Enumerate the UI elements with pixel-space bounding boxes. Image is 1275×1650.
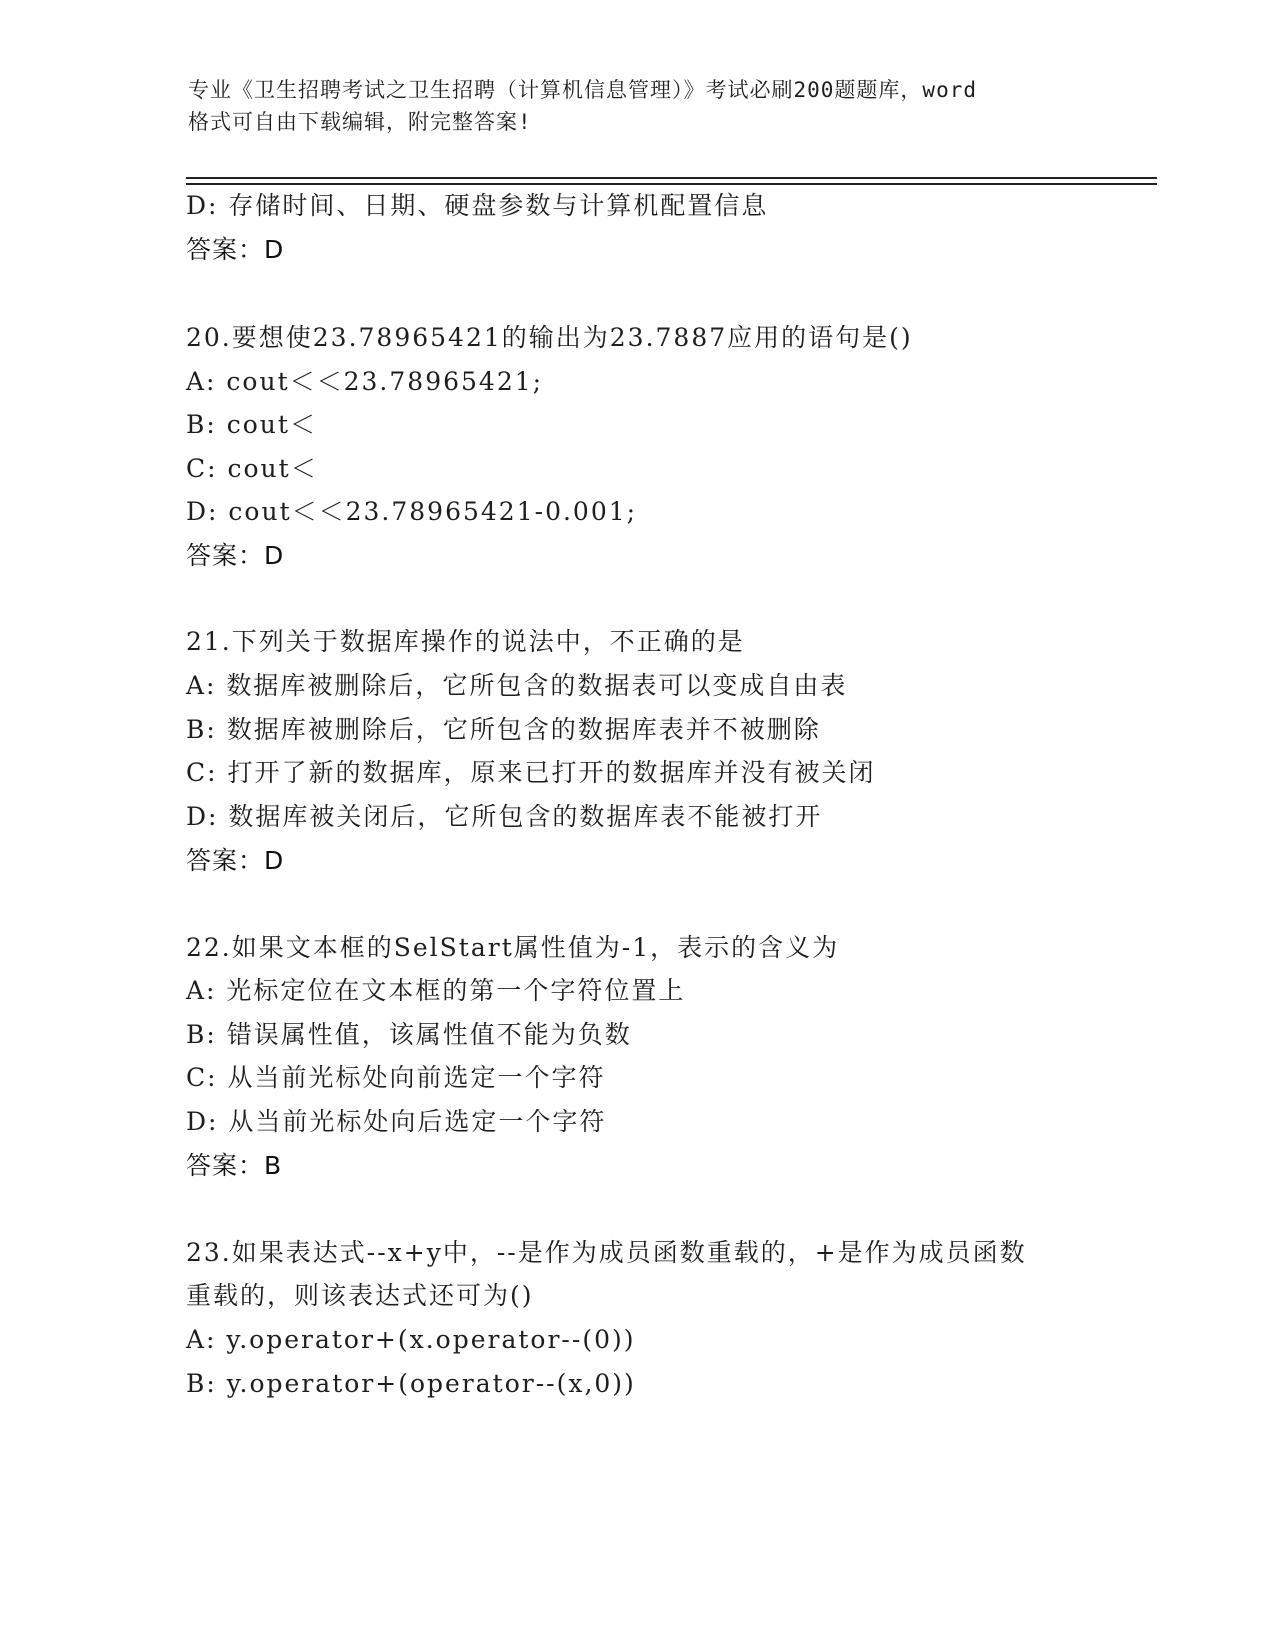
prev-answer: 答案：D [186,235,285,264]
q23-option-b: B: y.operator+(operator--(x,0)) [186,1369,636,1398]
q21-option-d: D: 数据库被关闭后，它所包含的数据库表不能被打开 [186,802,823,831]
q23-stem-line-2: 重载的，则该表达式还可为() [186,1281,534,1310]
q21-option-b: B: 数据库被删除后，它所包含的数据库表并不被删除 [186,715,821,744]
q20-option-c: C: cout＜ [186,454,318,483]
q20-option-b: B: cout＜ [186,410,317,439]
q21-option-c: C: 打开了新的数据库，原来已打开的数据库并没有被关闭 [186,758,876,787]
q20-option-d: D: cout＜＜23.78965421-0.001; [186,497,638,526]
q22-option-c: C: 从当前光标处向前选定一个字符 [186,1063,606,1092]
q23-stem-line-1: 23.如果表达式--x+y中，--是作为成员函数重载的，+是作为成员函数 [186,1238,1027,1267]
q20-stem: 20.要想使23.78965421的输出为23.7887应用的语句是() [186,323,913,352]
header-line-1: 专业《卫生招聘考试之卫生招聘（计算机信息管理）》考试必刷200题题库，word [188,78,977,102]
header-line-2: 格式可自由下载编辑，附完整答案! [188,110,532,134]
q20-answer: 答案：D [186,541,285,570]
q22-option-b: B: 错误属性值，该属性值不能为负数 [186,1020,632,1049]
q21-stem: 21.下列关于数据库操作的说法中，不正确的是 [186,627,745,656]
document-header [188,74,1088,138]
q21-answer: 答案：D [186,846,285,875]
q21-option-a: A: 数据库被删除后，它所包含的数据表可以变成自由表 [186,671,848,700]
q22-stem: 22.如果文本框的SelStart属性值为-1，表示的含义为 [186,933,840,962]
header-divider-top [186,177,1157,179]
header-divider-bottom [186,183,1157,185]
prev-option-d: D: 存储时间、日期、硬盘参数与计算机配置信息 [186,191,769,220]
q20-option-a: A: cout＜＜23.78965421; [186,367,544,396]
q22-option-d: D: 从当前光标处向后选定一个字符 [186,1107,607,1136]
q22-option-a: A: 光标定位在文本框的第一个字符位置上 [186,976,686,1005]
q23-option-a: A: y.operator+(x.operator--(0)) [186,1325,636,1354]
q22-answer: 答案：B [186,1151,283,1180]
